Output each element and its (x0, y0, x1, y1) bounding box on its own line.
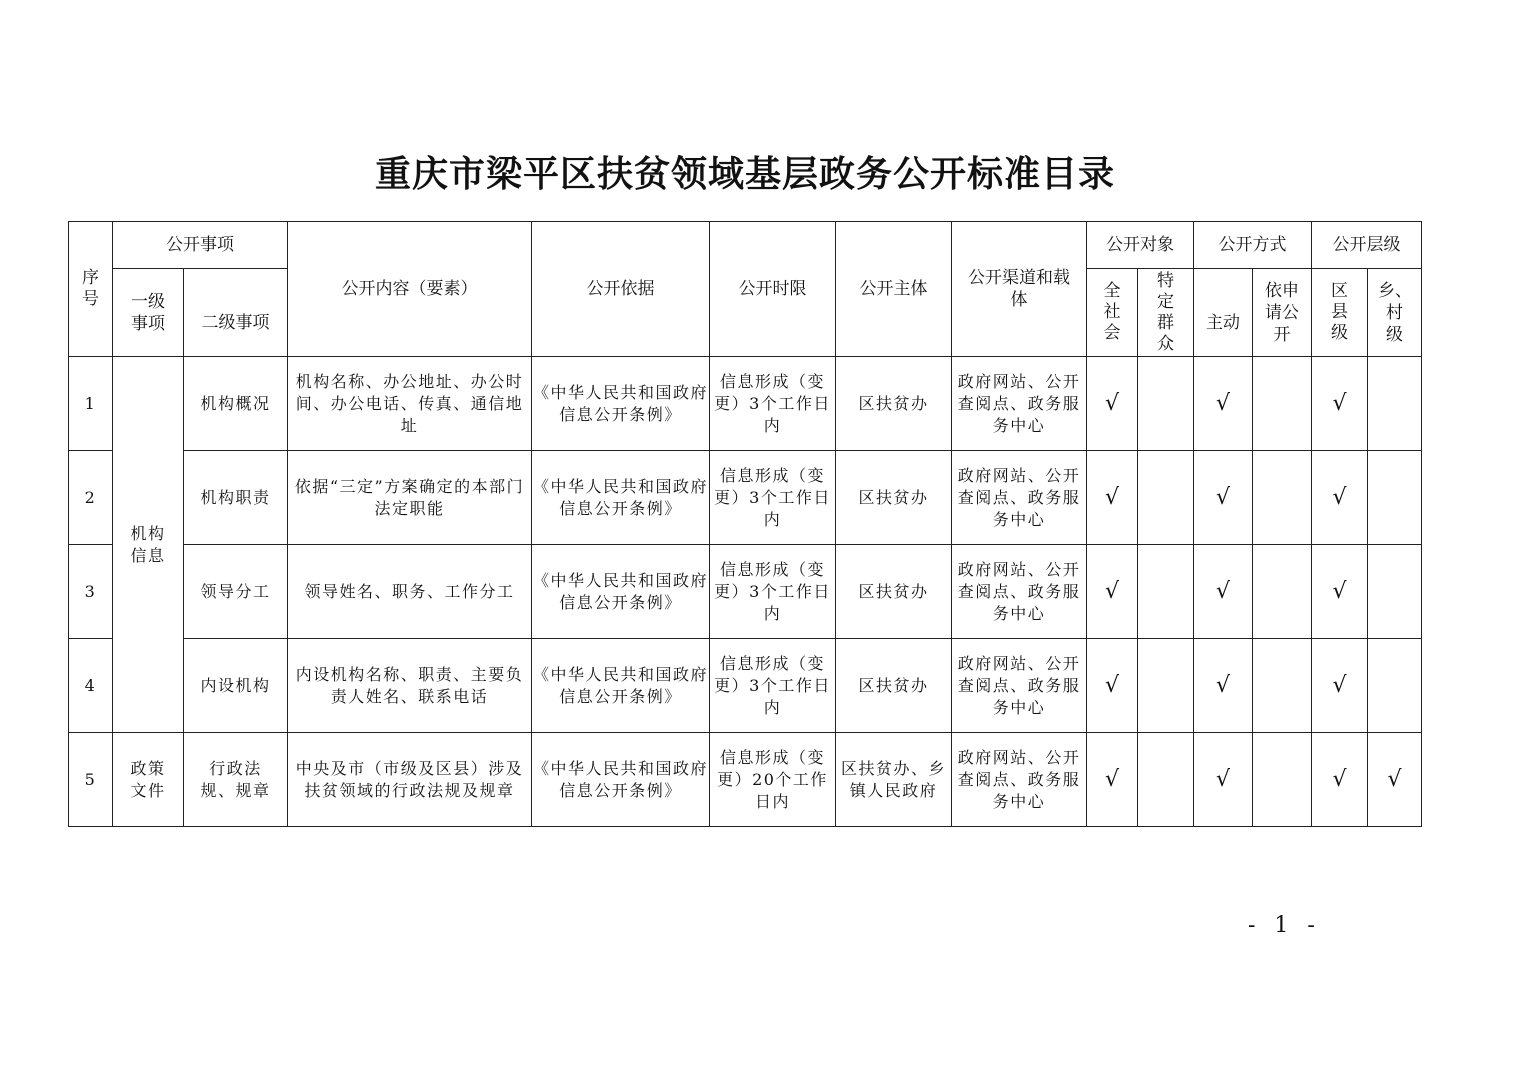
row-content: 依据“三定”方案确定的本部门法定职能 (288, 451, 532, 545)
group-cell: 政策文件 (113, 733, 184, 827)
row-subject: 区扶贫办 (836, 451, 952, 545)
header-level2: 二级事项 (184, 269, 288, 357)
table-row (69, 357, 1422, 451)
check-village (1368, 357, 1422, 451)
row-seq: 5 (69, 733, 113, 827)
row-subject: 区扶贫办 (836, 639, 952, 733)
table-row (69, 545, 1422, 639)
check-apply (1253, 357, 1312, 451)
row-content: 机构名称、办公地址、办公时间、办公电话、传真、通信地址 (288, 357, 532, 451)
check-village (1368, 451, 1422, 545)
row-basis: 《中华人民共和国政府信息公开条例》 (532, 639, 710, 733)
header-deadline: 公开时限 (710, 222, 836, 357)
header-level1: 一级事项 (113, 269, 184, 357)
header-method-apply: 依申请公开 (1253, 269, 1312, 357)
check-specific (1138, 639, 1194, 733)
check-county: √ (1312, 733, 1368, 827)
check-apply (1253, 639, 1312, 733)
header-level-county: 区县级 (1312, 269, 1368, 357)
check-specific (1138, 545, 1194, 639)
check-apply (1253, 545, 1312, 639)
check-specific (1138, 451, 1194, 545)
row-channel: 政府网站、公开查阅点、政务服务中心 (952, 357, 1087, 451)
catalog-table (68, 221, 1422, 827)
header-channel: 公开渠道和载体 (952, 222, 1087, 357)
row-basis: 《中华人民共和国政府信息公开条例》 (532, 357, 710, 451)
row-basis: 《中华人民共和国政府信息公开条例》 (532, 545, 710, 639)
check-active: √ (1194, 451, 1253, 545)
check-specific (1138, 733, 1194, 827)
row-subject: 区扶贫办 (836, 357, 952, 451)
row-deadline: 信息形成（变更）3个工作日内 (710, 451, 836, 545)
check-county: √ (1312, 357, 1368, 451)
table-row (69, 451, 1422, 545)
row-seq: 2 (69, 451, 113, 545)
header-seq: 序号 (69, 222, 113, 357)
row-basis: 《中华人民共和国政府信息公开条例》 (532, 733, 710, 827)
header-level: 公开层级 (1312, 222, 1422, 269)
check-village: √ (1368, 733, 1422, 827)
check-apply (1253, 733, 1312, 827)
row-channel: 政府网站、公开查阅点、政务服务中心 (952, 545, 1087, 639)
check-county: √ (1312, 545, 1368, 639)
row-level2: 机构职责 (184, 451, 288, 545)
header-target: 公开对象 (1087, 222, 1194, 269)
page-title: 重庆市梁平区扶贫领域基层政务公开标准目录 (374, 153, 1115, 195)
row-content: 中央及市（市级及区县）涉及扶贫领域的行政法规及规章 (288, 733, 532, 827)
check-all: √ (1087, 545, 1138, 639)
header-level-village: 乡、村级 (1368, 269, 1422, 357)
row-channel: 政府网站、公开查阅点、政务服务中心 (952, 639, 1087, 733)
header-row-1 (69, 222, 1422, 269)
header-method-active: 主动 (1194, 269, 1253, 357)
row-content: 领导姓名、职务、工作分工 (288, 545, 532, 639)
header-basis: 公开依据 (532, 222, 710, 357)
check-all: √ (1087, 357, 1138, 451)
check-village (1368, 545, 1422, 639)
table-row (69, 639, 1422, 733)
row-deadline: 信息形成（变更）3个工作日内 (710, 639, 836, 733)
row-level2: 行政法规、规章 (184, 733, 288, 827)
check-county: √ (1312, 451, 1368, 545)
check-active: √ (1194, 639, 1253, 733)
check-all: √ (1087, 733, 1138, 827)
check-specific (1138, 357, 1194, 451)
row-content: 内设机构名称、职责、主要负责人姓名、联系电话 (288, 639, 532, 733)
row-deadline: 信息形成（变更）20个工作日内 (710, 733, 836, 827)
table-row (69, 733, 1422, 827)
row-seq: 4 (69, 639, 113, 733)
row-level2: 内设机构 (184, 639, 288, 733)
row-deadline: 信息形成（变更）3个工作日内 (710, 357, 836, 451)
row-seq: 3 (69, 545, 113, 639)
header-target-all: 全社会 (1087, 269, 1138, 357)
check-village (1368, 639, 1422, 733)
row-seq: 1 (69, 357, 113, 451)
check-apply (1253, 451, 1312, 545)
header-method: 公开方式 (1194, 222, 1312, 269)
check-county: √ (1312, 639, 1368, 733)
header-subject: 公开主体 (836, 222, 952, 357)
header-content: 公开内容（要素） (288, 222, 532, 357)
row-channel: 政府网站、公开查阅点、政务服务中心 (952, 733, 1087, 827)
row-deadline: 信息形成（变更）3个工作日内 (710, 545, 836, 639)
check-active: √ (1194, 733, 1253, 827)
row-basis: 《中华人民共和国政府信息公开条例》 (532, 451, 710, 545)
check-active: √ (1194, 545, 1253, 639)
header-matters: 公开事项 (113, 222, 288, 269)
row-level2: 机构概况 (184, 357, 288, 451)
row-channel: 政府网站、公开查阅点、政务服务中心 (952, 451, 1087, 545)
page-number: - 1 - (1248, 913, 1321, 938)
header-target-specific: 特定群众 (1138, 269, 1194, 357)
group-cell: 机构信息 (113, 357, 184, 733)
row-level2: 领导分工 (184, 545, 288, 639)
check-active: √ (1194, 357, 1253, 451)
row-subject: 区扶贫办 (836, 545, 952, 639)
row-subject: 区扶贫办、乡镇人民政府 (836, 733, 952, 827)
check-all: √ (1087, 451, 1138, 545)
check-all: √ (1087, 639, 1138, 733)
